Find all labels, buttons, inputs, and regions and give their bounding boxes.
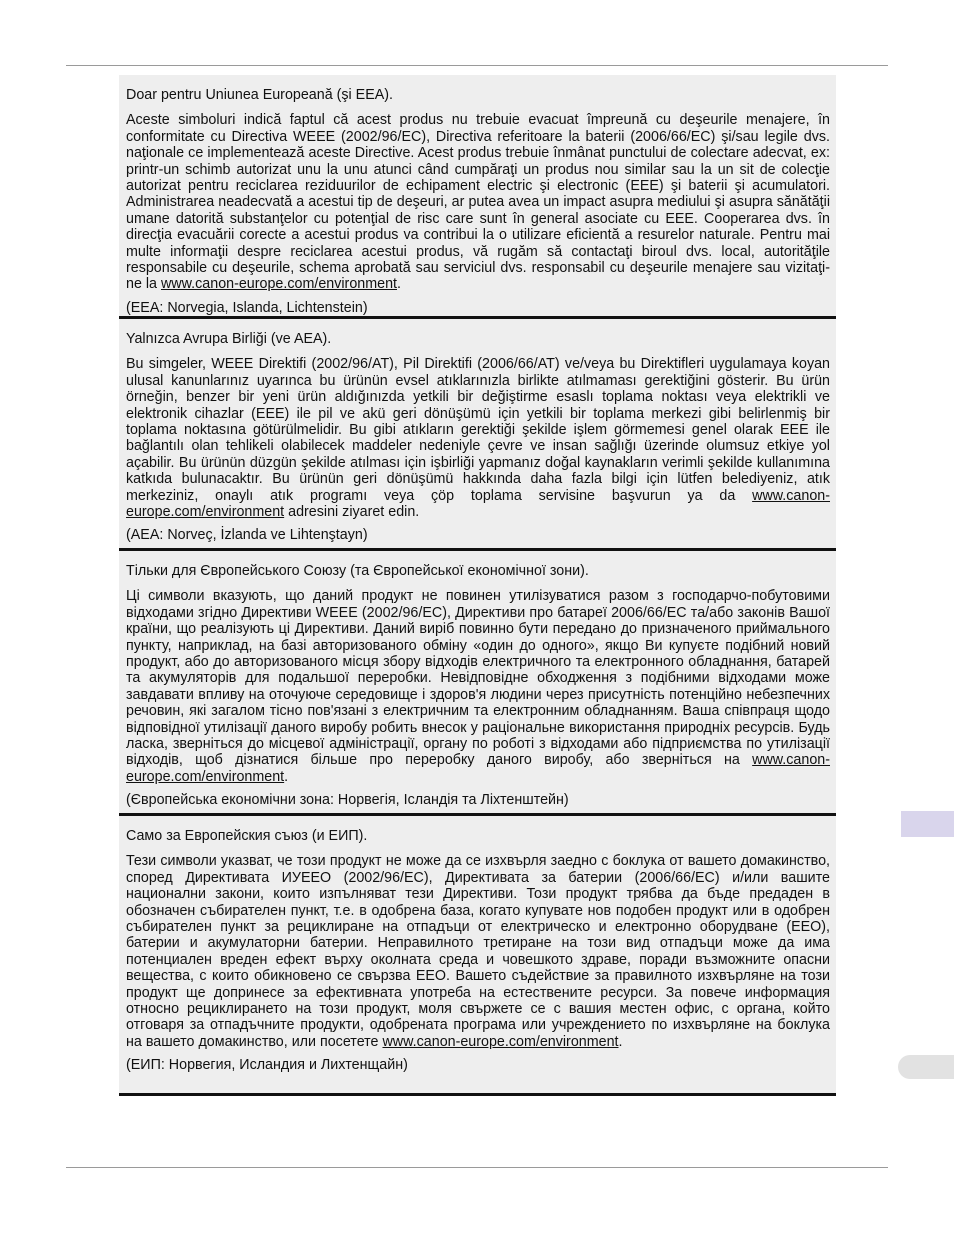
section-note: (ЕИП: Норвегия, Исландия и Лихтенщайн) [126,1057,408,1074]
environment-link[interactable]: www.canon-europe.com/environment [126,752,830,785]
section-body [126,356,830,520]
environment-link[interactable]: www.canon-europe.com/environment [160,276,398,293]
body-text: Тези символи указват, че този продукт не може да се изхвърля заедно с боклука от вашето домакинство, според Директивата ИУЕЕО (2002/96/EC), Директивата за батерии (2006/66/EC) и/или вашите национални закони, които изпълняват тези Директиви. Този продукт трябва да бъде предаден в обозначен събирателен пункт, т.е. в одобрена база, когато купувате нов подобен продукт или в одобрен събирателен пункт за рециклиране на отпадъци от електрическо и електронно оборудване (ЕЕО), батерии и акумулаторни батерии. Неправилното третиране на този вид отпадъци може да има потенциален вреден ефект върху околната среда и човешкото здраве, поради възможните опасни вещества, с които обикновено се свързва ЕЕО. Вашето съдействие за правилното изхвърляне на този продукт ще допринесе за ефективната употреба на естествените ресурси. За повече информация относно рециклирането на този продукт, моля свържете се с вашия местен офис, с органа, който отговаря за отпадъчните продукти, одобрената програма или учреждението по изхвърляне на боклука на вашето домакинство, или посетете [126,853,830,1050]
section-note: (EEA: Norvegia, Islanda, Lichtenstein) [126,299,368,316]
body-tail: . [284,768,289,785]
body-text: Bu simgeler, WEEE Direktifi (2002/96/AT), Pil Direktifi (2006/66/AT) ve/veya bu Direktifleri uygulamaya koyan ulusal kanunlarınız uyarınca bu ürünün evsel atıklarınızla birlikte atılmaması gerektiğini gösterir. Bu ürün örneğin, benzer bir yeni ürün aldığınızda yetkili bir değiştirme esaslı toplama noktası veya elektrikli ve elektronik cihazlar (EEE) ile pil ve akü geri dönüşümü için yetkili bir toplama merkezi gibi belirlenmiş bir toplama noktasına götürülmelidir. Bu gibi atıkların gerektiği şekilde işlem görmemesi genel olarak EEE ile bağlantılı olan tehlikeli olabilecek maddeler nedeniyle çevre ve insan sağlığı üzerinde olumsuz etkiye yol açabilir. Bu ürünün düzgün şekilde atılması için işbirliği yapmanız doğal kaynakların verimli şekilde kullanımına katkıda bulunacaktır. Bu ürünün geri dönüşümü hakkında daha fazla bilgi için lütfen belediyeniz, atık merkeziniz, onaylı atık programı veya çöp toplama servisine başvurun ya da [126,356,830,504]
body-tail: . [618,1033,623,1050]
section-heading: Тільки для Європейського Союзу (та Європейської економічної зони). [126,563,589,579]
section-heading: Yalnızca Avrupa Birliği (ve AEA). [126,331,332,347]
section-body [126,853,830,1050]
section-note: (Європейська економічни зона: Норвегія, Ісландія та Ліхтенштейн) [126,792,569,809]
body-text: Ці символи вказують, що даний продукт не повинен утилізуватися разом з господарчо-побутовими відходами згідно Директиви WEEE (2002/96/EC), Директиви про батареї 2006/66/EC та/або законів Вашої країни, що реалізують ці Директиви. Даний виріб повинно бути передано до призначеного приймального пункту, наприклад, на базі авторизованого обміну «один до одного», якщо Ви купуєте подібний новий продукт, або до авторизованого місця збору відходів електричного та електронного обладнання, батарей та акумуляторів для подальшої переробки. Невідповідне обходження з подібними відходами може завдавати впливу на оточуюче середовище і здоров'я людини через присутність потенційно небезпечних речовин, які загалом тісно пов'язані з електричним та електронним обладнанням. Ваша співпраця щодо відповідної утилізації даного виробу робить внесок у раціональне використання природніх ресурсів. Будь ласка, зверніться до місцевої адміністрації, органу по роботі з відходами або підприємства по утилізації відходів, щоб дізнатися більше про переробку даного виробу, або зверніться на [126,588,830,769]
chapter-tab[interactable] [901,811,954,837]
section-note: (AEA: Norveç, İzlanda ve Lihtenştayn) [126,527,368,544]
section-body [126,112,830,292]
section-romanian [119,75,836,319]
section-body [126,588,830,785]
footer-rule [66,1167,888,1168]
section-heading: Doar pentru Uniunea Europeană (şi EEA). [126,87,394,103]
header-rule [66,65,888,66]
environment-link[interactable]: www.canon-europe.com/environment [126,487,830,521]
section-ukrainian [119,551,836,816]
body-text: Aceste simboluri indică faptul că acest produs nu trebuie evacuat împreună cu deşeurile menajere, în conformitate cu Directiva WEEE (2002/96/EC), Directiva referitoare la baterii (2006/66/EC) şi/sau legile dvs. naţionale ce implementează aceste Directive. Acest produs trebuie înmânat punctului de colectare adecvat, ex: printr-un schimb autorizat unu la unu atunci când cumpăraţi un produs nou similar sau la un sit de colecţie autorizat pentru reciclarea reziduurilor de echipament electric şi electronic (EEE) şi baterii şi acumulatori. Administrarea neadecvată a acestui tip de deşeuri, ar putea avea un impact asupra mediului şi asupra sănătăţii umane datorită substanţelor cu potenţial de risc care sunt în general asociate cu EEE. Cooperarea dvs. în direcţia evacuării corecte a acestui produs va contribui la o utilizare eficientă a resurelor naturale. Pentru mai multe informaţii despre reciclarea acestui produs, vă rugăm să contactaţi biroul dvs. local, autorităţile responsabile cu deşeurile, schema aprobată sau serviciul dvs. responsabil cu deşeurile menajere sau vizitaţi-ne la [126,112,830,293]
body-tail: . [397,276,401,293]
body-tail: adresini ziyaret edin. [284,504,420,521]
section-bulgarian [119,816,836,1096]
section-turkish [119,319,836,551]
page-tab[interactable] [898,1055,954,1079]
environment-link[interactable]: www.canon-europe.com/environment [382,1033,619,1050]
section-heading: Само за Европейския съюз (и ЕИП). [126,828,368,844]
